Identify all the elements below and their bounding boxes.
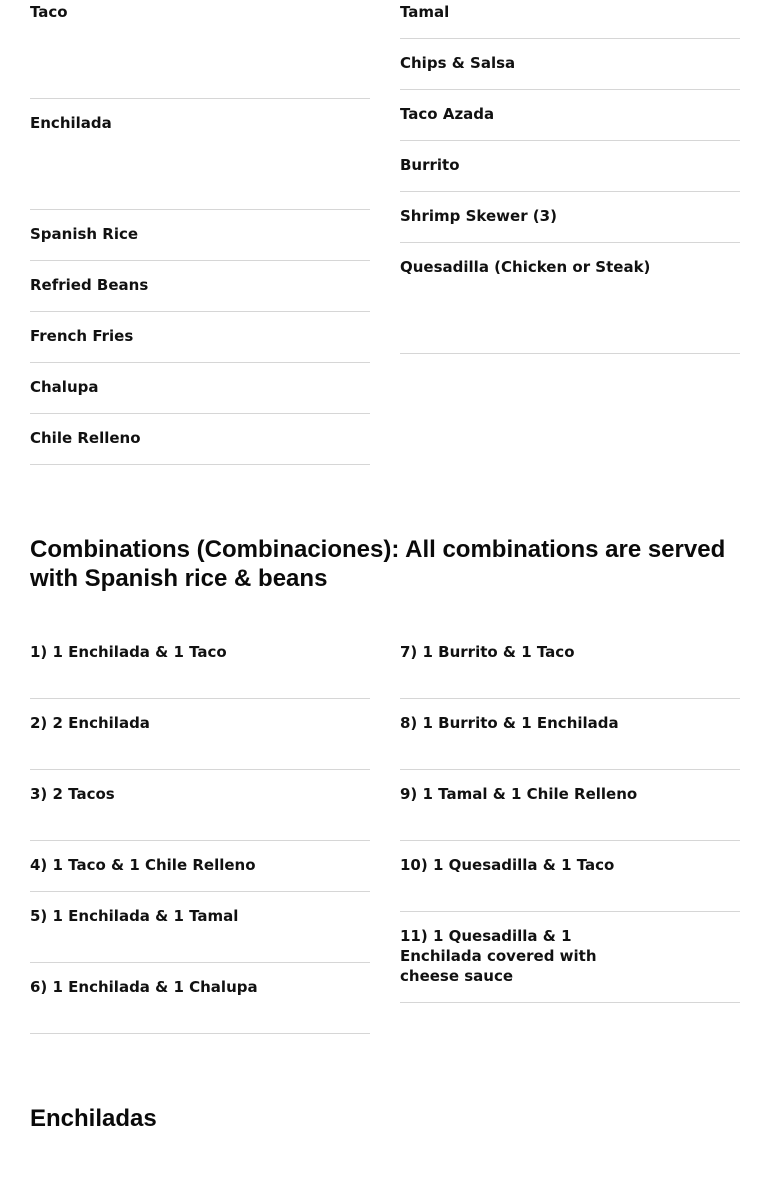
combo-item-3[interactable] — [30, 770, 370, 841]
combo-item-label: 7) 1 Burrito & 1 Taco — [400, 643, 575, 661]
menu-item-label: Tamal — [400, 3, 450, 21]
combo-item-7[interactable] — [400, 639, 740, 699]
combo-item-label: 5) 1 Enchilada & 1 Tamal — [30, 907, 239, 925]
menu-item-french-fries[interactable] — [30, 312, 370, 363]
combo-item-5[interactable] — [30, 892, 370, 963]
combo-item-label: 4) 1 Taco & 1 Chile Relleno — [30, 856, 256, 874]
menu-item-taco-azada[interactable] — [400, 90, 740, 141]
combinations-right-column — [400, 639, 740, 1003]
combo-item-1[interactable] — [30, 639, 370, 699]
menu-item-label: Refried Beans — [30, 276, 149, 294]
combo-item-10[interactable] — [400, 841, 740, 912]
combo-item-label: 2) 2 Enchilada — [30, 714, 150, 732]
combo-item-2[interactable] — [30, 699, 370, 770]
combo-item-6[interactable] — [30, 963, 370, 1034]
menu-item-chalupa[interactable] — [30, 363, 370, 414]
menu-item-label: Quesadilla (Chicken or Steak) — [400, 258, 651, 276]
combo-item-8[interactable] — [400, 699, 740, 770]
menu-item-quesadilla[interactable] — [400, 243, 740, 354]
combo-item-11[interactable] — [400, 912, 740, 1003]
menu-item-label: Burrito — [400, 156, 460, 174]
menu-item-label: Taco — [30, 3, 68, 21]
menu-item-enchilada[interactable] — [30, 99, 370, 210]
menu-item-chips-salsa[interactable] — [400, 39, 740, 90]
combo-item-label: 9) 1 Tamal & 1 Chile Relleno — [400, 785, 638, 803]
combo-item-label: 3) 2 Tacos — [30, 785, 115, 803]
menu-item-burrito[interactable] — [400, 141, 740, 192]
combo-item-label: 1) 1 Enchilada & 1 Taco — [30, 643, 227, 661]
menu-item-label: Spanish Rice — [30, 225, 139, 243]
sides-left-column — [30, 0, 370, 465]
menu-item-refried-beans[interactable] — [30, 261, 370, 312]
sides-right-column — [400, 0, 740, 354]
menu-item-label: Taco Azada — [400, 105, 495, 123]
combo-item-label: 10) 1 Quesadilla & 1 Taco — [400, 856, 615, 874]
menu-item-label: Enchilada — [30, 114, 112, 132]
menu-item-label: Chips & Salsa — [400, 54, 516, 72]
combinations-heading: Combinations (Combinaciones): All combinations are served with Spanish rice & beans — [30, 536, 726, 592]
combinations-left-column — [30, 639, 370, 1034]
menu-item-shrimp-skewer[interactable] — [400, 192, 740, 243]
menu-item-tamal[interactable] — [400, 0, 740, 39]
menu-item-label: French Fries — [30, 327, 134, 345]
menu-item-spanish-rice[interactable] — [30, 210, 370, 261]
menu-item-chile-relleno[interactable] — [30, 414, 370, 465]
enchiladas-heading: Enchiladas — [30, 1105, 157, 1132]
combo-item-label: 11) 1 Quesadilla & 1 Enchilada covered with cheese sauce — [400, 927, 597, 985]
menu-item-label: Shrimp Skewer (3) — [400, 207, 557, 225]
menu-item-label: Chalupa — [30, 378, 99, 396]
combo-item-9[interactable] — [400, 770, 740, 841]
combo-item-label: 8) 1 Burrito & 1 Enchilada — [400, 714, 619, 732]
menu-item-label: Chile Relleno — [30, 429, 141, 447]
menu-item-taco[interactable] — [30, 0, 370, 99]
combo-item-4[interactable] — [30, 841, 370, 892]
combo-item-label: 6) 1 Enchilada & 1 Chalupa — [30, 978, 258, 996]
